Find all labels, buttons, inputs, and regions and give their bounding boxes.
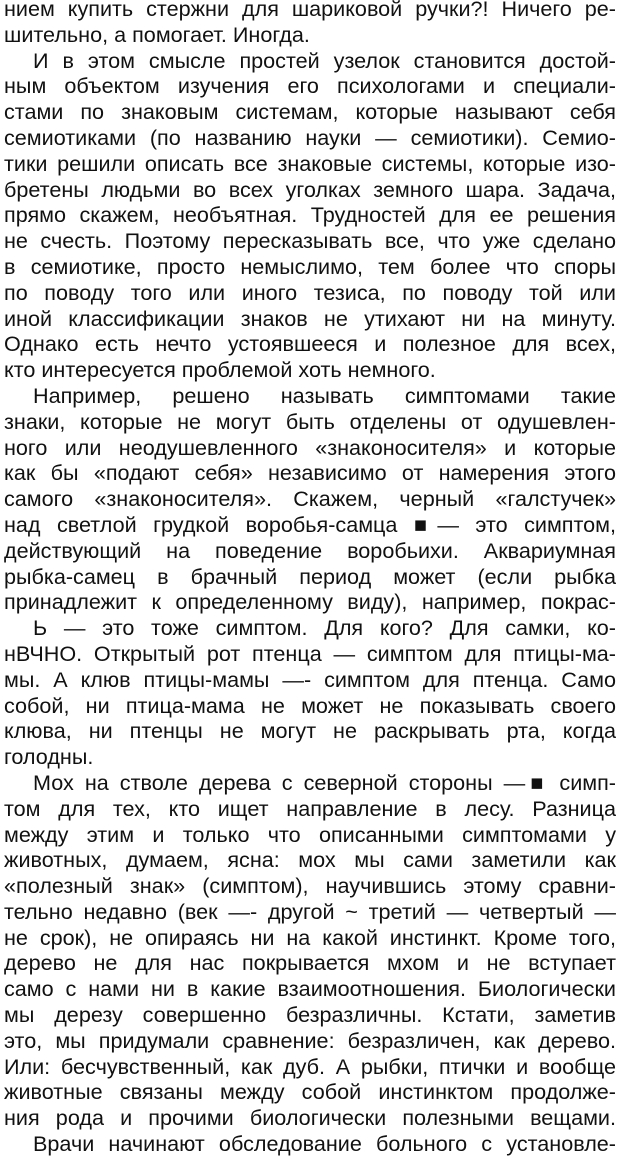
text-line: Ь — это тоже симптом. Для кого? Для самки, ко- xyxy=(33,615,616,641)
text-line: тельно недавно (век —- другой ~ третий — четвертый — xyxy=(4,898,616,924)
text-line: И в этом смысле простей узелок становится достой- xyxy=(33,47,616,73)
text-line: нием купить стержни для шариковой ручки?! Ничего ре- xyxy=(4,0,616,21)
text-line: по поводу того или иного тезиса, по поводу той или xyxy=(4,279,616,305)
text-line: Или: бесчувственный, как дуб. А рыбки, птички и вообще xyxy=(4,1053,616,1079)
text-line: как бы «подают себя» независимо от намерения этого xyxy=(4,460,616,486)
text-line: мы. А клюв птицы-мамы —- симптом для птенца. Само xyxy=(4,666,616,692)
text-line: семиотиками (по названию науки — семиотики). Семио- xyxy=(4,124,616,150)
text-line: нВЧНО. Открытый рот птенца — симптом для птицы-ма- xyxy=(4,640,616,666)
text-line: «полезный знак» (симптом), научившись этому сравни- xyxy=(4,873,616,899)
text-line: Врачи начинают обследование больного с установле- xyxy=(33,1131,616,1157)
text-line: над светлой грудкой воробья-самца ■— это симптом, xyxy=(4,511,616,537)
text-line: том для тех, кто ищет направление в лесу. Разница xyxy=(4,795,616,821)
text-line: кто интересуется проблемой хоть немного. xyxy=(4,357,436,383)
text-line: ным объектом изучения его психологами и специали- xyxy=(4,73,616,99)
text-line: шительно, а помогает. Иногда. xyxy=(4,21,310,47)
text-line: само с нами ни в какие взаимоотношения. Биологически xyxy=(4,976,616,1002)
text-line: прямо скажем, необъятная. Трудностей для ее решения xyxy=(4,202,616,228)
text-line: не срок), не опираясь ни на какой инстинкт. Кроме того, xyxy=(4,924,616,950)
text-line: голодны. xyxy=(4,744,94,770)
text-line: дерево не для нас покрывается мхом и не вступает xyxy=(4,950,616,976)
text-line: Однако есть нечто устоявшееся и полезное для всех, xyxy=(4,331,616,357)
text-line: рыбка-самец в брачный период может (если рыбка xyxy=(4,563,616,589)
text-line: самого «знаконосителя». Скажем, черный «галстучек» xyxy=(4,486,616,512)
text-line: тики решили описать все знаковые системы, которые изо- xyxy=(4,150,616,176)
text-line: принадлежит к определенному виду), например, покрас- xyxy=(4,589,616,615)
text-line: не счесть. Поэтому пересказывать все, что уже сделано xyxy=(4,228,616,254)
text-line: знаки, которые не могут быть отделены от одушевлен- xyxy=(4,408,616,434)
text-line: клюва, ни птенцы не могут не раскрывать рта, когда xyxy=(4,718,616,744)
text-line: между этим и только что описанными симптомами у xyxy=(4,821,616,847)
text-line: животные связаны между собой инстинктом продолже- xyxy=(4,1079,616,1105)
text-line: мы дерезу совершенно безразличны. Кстати, заметив xyxy=(4,1002,616,1028)
text-line: действующий на поведение воробьихи. Аквариумная xyxy=(4,537,616,563)
text-line: в семиотике, просто немыслимо, тем более что споры xyxy=(4,253,616,279)
text-line: Например, решено называть симптомами такие xyxy=(33,382,616,408)
text-line: ния рода и прочими биологически полезными вещами. xyxy=(4,1105,616,1131)
text-line: бретены людьми во всех уголках земного шара. Задача, xyxy=(4,176,616,202)
text-line: собой, ни птица-мама не может не показывать своего xyxy=(4,692,616,718)
text-line: животных, думаем, ясна: мох мы сами заметили как xyxy=(4,847,616,873)
text-line: это, мы придумали сравнение: безразличен, как дерево. xyxy=(4,1027,616,1053)
text-line: иной классификации знаков не утихают ни на минуту. xyxy=(4,305,616,331)
text-line: стами по знаковым системам, которые называют себя xyxy=(4,99,616,125)
body-text xyxy=(4,0,616,1157)
text-line: ного или неодушевленного «знаконосителя» и которые xyxy=(4,434,616,460)
text-line: Мох на стволе дерева с северной стороны —■ симп- xyxy=(33,769,616,795)
